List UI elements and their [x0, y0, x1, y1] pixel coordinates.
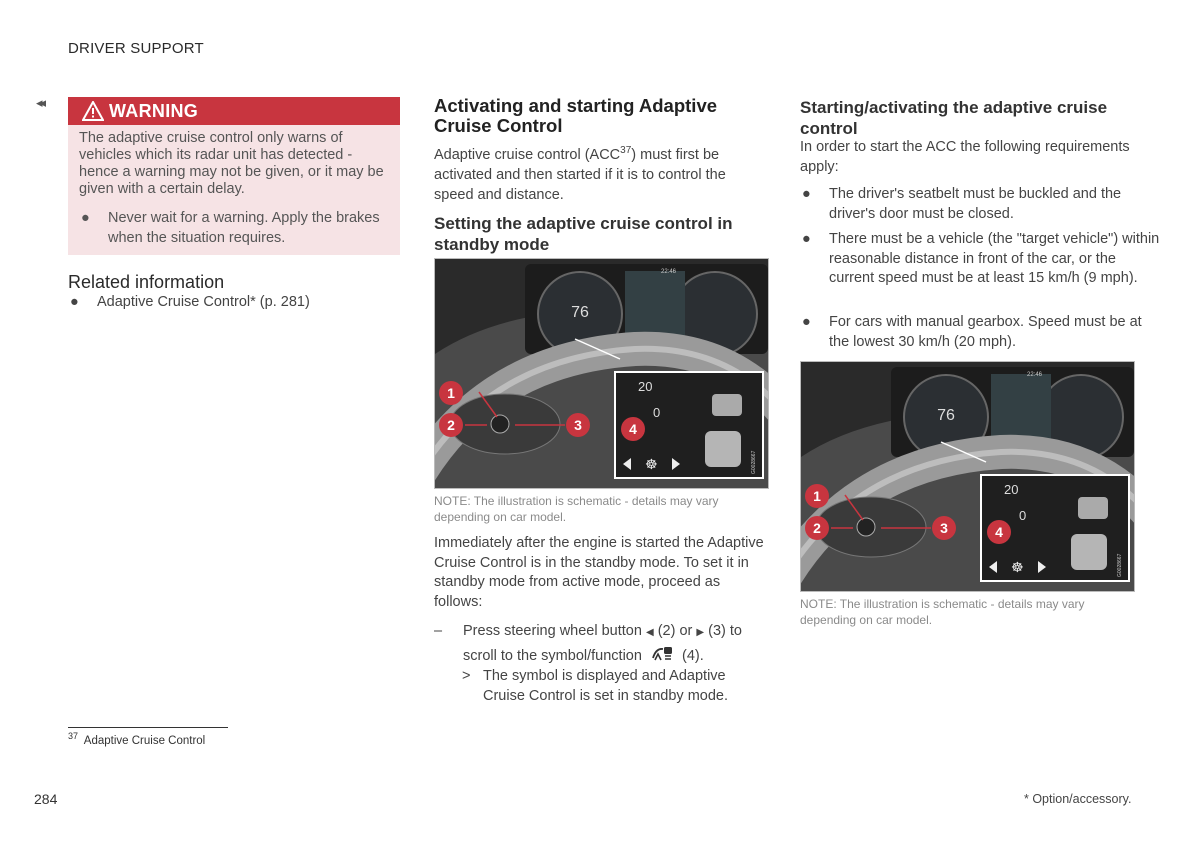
bullet-dot: ● [802, 186, 811, 202]
intro-paragraph [434, 141, 764, 205]
footnote-ref[interactable]: 37 [620, 145, 632, 156]
warning-box [68, 97, 400, 255]
list-item-text: The driver's seatbelt must be buckled and the driver's door must be closed. [829, 186, 1122, 222]
acc-symbol-icon: ☸ [645, 457, 658, 473]
acc-symbol-icon: ☸ [1011, 560, 1024, 576]
subsection-heading: Setting the adaptive cruise control in standby mode [434, 214, 733, 254]
set-speed-readout: 20 [1004, 482, 1019, 497]
list-item [800, 230, 1164, 289]
car-icon [712, 394, 742, 416]
intro-text-cont: ) must first be activated and then started if it is to control the speed and distance. [434, 146, 726, 203]
step-text-c: (3) to scroll to the symbol/function [463, 623, 742, 664]
steering-wheel-icon [801, 362, 1134, 591]
bullet-dot: ● [70, 294, 79, 310]
warning-text: The adaptive cruise control only warns of vehicles which its radar unit has detected - hence a warning may not be given, or it may be given with a certain delay. [79, 130, 384, 197]
related-heading: Related information [68, 272, 225, 292]
footnote-number: 37 [68, 731, 79, 741]
warning-bullet [79, 208, 418, 248]
callout-4: 4 [995, 524, 1003, 540]
list-item [800, 313, 1164, 352]
gap-readout: 0 [1019, 508, 1027, 523]
callout-2: 2 [447, 417, 455, 433]
bullet-dot: ● [81, 210, 90, 226]
figure-code: G0028667 [1117, 553, 1123, 577]
footnote [68, 731, 205, 747]
result-marker: > [462, 668, 471, 684]
related-link-text[interactable]: Adaptive Cruise Control* (p. 281) [97, 294, 310, 310]
step-text-a: Press steering wheel button [463, 623, 642, 639]
section-heading: Activating and starting Adaptive Cruise Control [434, 95, 718, 136]
callout-3: 3 [940, 520, 948, 536]
requirements-intro: In order to start the ACC the following requirements apply: [800, 139, 1130, 175]
list-item-text: There must be a vehicle (the "target vehicle") within reasonable distance in front of the car, or the current speed must be at least 15 km/h (9 mph). [829, 231, 1160, 286]
right-arrow-icon: ▶ [696, 627, 705, 638]
section-header: DRIVER SUPPORT [68, 40, 204, 57]
steering-wheel-illustration-2 [800, 361, 1135, 592]
callout-4: 4 [629, 421, 637, 437]
acc-symbol-icon [650, 644, 674, 664]
left-arrow-icon: ◀ [645, 627, 654, 638]
option-note: * Option/accessory. [1024, 792, 1132, 806]
intro-text: Adaptive cruise control (ACC [434, 146, 621, 163]
clock-readout: 22:46 [1027, 372, 1043, 378]
callout-2: 2 [813, 520, 821, 536]
set-speed-readout: 20 [638, 379, 653, 394]
step-text-d: (4). [681, 648, 704, 664]
steering-wheel-illustration [434, 258, 769, 489]
back-arrows-icon[interactable]: ◂◂ [36, 95, 44, 110]
gap-readout: 0 [653, 405, 661, 420]
car-icon [1078, 497, 1108, 519]
result-text: The symbol is displayed and Adaptive Cruise Control is set in standby mode. [483, 668, 728, 704]
step-dash: – [434, 623, 443, 639]
figure-note: NOTE: The illustration is schematic - details may vary depending on car model. [800, 597, 1085, 627]
clock-readout: 22:46 [661, 269, 677, 275]
figure-code: G0028667 [751, 450, 757, 474]
callout-1: 1 [813, 488, 821, 504]
related-link[interactable] [68, 294, 417, 310]
callout-1: 1 [447, 385, 455, 401]
bullet-dot: ● [802, 314, 811, 330]
footnote-text: Adaptive Cruise Control [83, 734, 206, 747]
step-item [434, 620, 769, 668]
result-item [462, 667, 762, 706]
warning-header [68, 97, 400, 125]
list-item [800, 185, 1164, 224]
figure-note: NOTE: The illustration is schematic - details may vary depending on car model. [434, 494, 719, 524]
warning-title: WARNING [109, 101, 199, 121]
footnote-divider [68, 727, 228, 728]
step-text-b: (2) or [657, 623, 693, 639]
callout-3: 3 [574, 417, 582, 433]
warning-triangle-icon [82, 101, 104, 121]
bullet-dot: ● [802, 231, 811, 247]
list-item-text: For cars with manual gearbox. Speed must be at the lowest 30 km/h (20 mph). [829, 314, 1142, 350]
standby-paragraph: Immediately after the engine is started the Adaptive Cruise Control is in the standby mode. To set it in standby mode from active mode, proceed as follows: [434, 535, 764, 610]
speedo-readout: 76 [571, 304, 589, 321]
speedo-readout: 76 [937, 407, 955, 424]
steering-wheel-icon [435, 259, 768, 488]
warning-bullet-text: Never wait for a warning. Apply the brakes when the situation requires. [108, 210, 380, 246]
subsection-heading: Starting/activating the adaptive cruise control [800, 98, 1108, 138]
page-number: 284 [34, 791, 58, 807]
